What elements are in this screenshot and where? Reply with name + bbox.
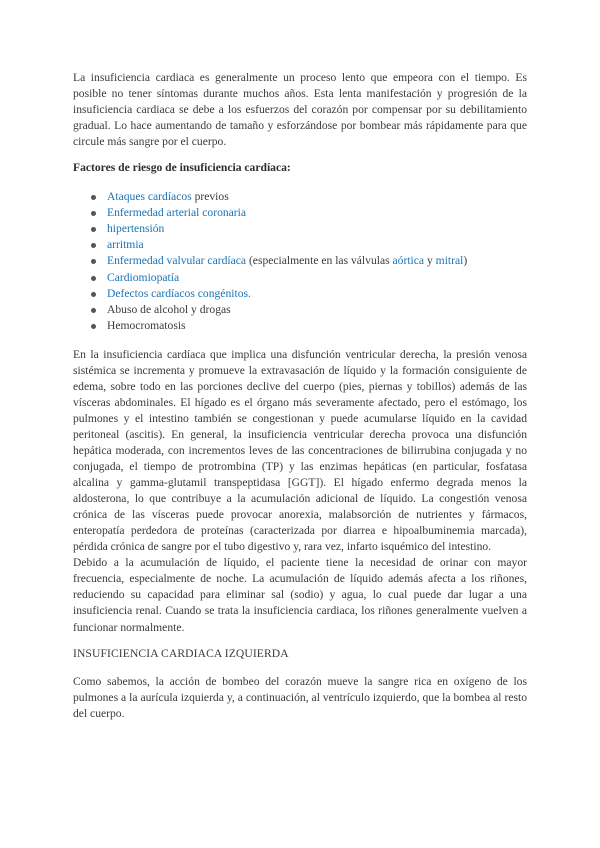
bullet-icon <box>91 227 96 232</box>
left-failure-heading: INSUFICIENCIA CARDIACA IZQUIERDA <box>73 646 289 660</box>
document-page <box>73 70 527 722</box>
link-cardiomiopatia[interactable]: Cardiomiopatía <box>107 270 180 284</box>
right-failure-paragraph: En la insuficiencia cardíaca que implica una disfunción ventricular derecha, la presión venosa sistémica se incrementa y promueve la extravasación de líquido y la formación consiguiente de edema, sobre todo en las porciones declive del cuerpo (pies, piernas y tobillos) además de las vísceras abdominales. El hígado es el órgano más severamente afectado, pero el estómago, los pulmones y el intestino también se congestionan y puede acumularse líquido en la cavidad peritoneal (ascitis). En general, la insuficiencia ventricular derecha provoca una disfunción hepática moderada, con incrementos leves de las concentraciones de bilirrubina conjugada y no conjugada, el tiempo de protrombina (TP) y las enzimas hepáticas (en particular, fosfatasa alcalina y gamma-glutamil transpeptidasa [GGT]). El hígado enfermo degrada menos la aldosterona, lo que contribuye a la acumulación adicional de líquido. La congestión venosa crónica de las vísceras puede provocar anorexia, malabsorción de nutrientes y fármacos, enteropatía perdedora de proteínas (caracterizada por diarrea e hipoalbuminemia marcada), pérdida crónica de sangre por el tubo digestivo y, rara vez, infarto isquémico del intestino. <box>73 347 527 554</box>
bullet-icon <box>91 292 96 297</box>
list-item <box>73 270 527 286</box>
list-item <box>73 205 527 221</box>
link-defectos-congenitos[interactable]: Defectos cardíacos congénitos. <box>107 286 251 300</box>
link-mitral[interactable]: mitral <box>435 254 464 268</box>
list-item-text: Hemocromatosis <box>107 318 186 332</box>
list-item <box>73 302 527 318</box>
bullet-icon <box>91 243 96 248</box>
list-item <box>73 221 527 237</box>
bullet-icon <box>91 308 96 313</box>
link-ataques-cardiacos[interactable]: Ataques cardíacos <box>107 190 192 204</box>
bullet-icon <box>91 195 96 200</box>
list-item-text: ) <box>463 254 468 268</box>
bullet-icon <box>91 276 96 281</box>
list-item <box>73 237 527 253</box>
fluid-paragraph: Debido a la acumulación de líquido, el paciente tiene la necesidad de orinar con mayor frecuencia, especialmente de noche. La acumulación de líquido además afecta a los riñones, reduciendo su capacidad para eliminar sal (sodio) y agua, lo cual puede dar lugar a una insuficiencia renal. Cuando se trata la insuficiencia cardiaca, los riñones generalmente vuelven a funcionar normalmente. <box>73 556 527 634</box>
intro-paragraph: La insuficiencia cardiaca es generalmente un proceso lento que empeora con el tiempo. Es posible no tener síntomas durante muchos años. Esta lenta manifestación y progresión de la insuficiencia cardiaca se debe a los esfuerzos del corazón por compensar por su debilitamiento gradual. Lo hace aumentando de tamaño y esforzándose por bombear más rápidamente para que circule más sangre por el cuerpo. <box>73 71 527 149</box>
link-aortica[interactable]: aórtica <box>392 254 425 268</box>
list-item-text: (especialmente en las válvulas <box>246 254 393 268</box>
list-item <box>73 318 527 334</box>
list-item <box>73 286 527 302</box>
list-item-text: previos <box>191 190 229 204</box>
link-enfermedad-valvular[interactable]: Enfermedad valvular cardíaca <box>107 254 247 268</box>
risk-factors-heading: Factores de riesgo de insuficiencia cardíaca: <box>73 161 291 175</box>
risk-factors-list <box>73 189 527 333</box>
link-hipertension[interactable]: hipertensión <box>107 222 165 236</box>
left-failure-paragraph: Como sabemos, la acción de bombeo del corazón mueve la sangre rica en oxígeno de los pulmones a la aurícula izquierda y, a continuación, al ventrículo izquierdo, que la bombea al resto del cuerpo. <box>73 674 527 720</box>
list-item-text: y <box>424 254 436 268</box>
list-item <box>73 253 527 269</box>
bullet-icon <box>91 259 96 264</box>
bullet-icon <box>91 211 96 216</box>
list-item <box>73 189 527 205</box>
link-enfermedad-arterial-coronaria[interactable]: Enfermedad arterial coronaria <box>107 206 247 220</box>
bullet-icon <box>91 324 96 329</box>
link-arritmia[interactable]: arritmia <box>107 238 144 252</box>
list-item-text: Abuso de alcohol y drogas <box>107 302 231 316</box>
